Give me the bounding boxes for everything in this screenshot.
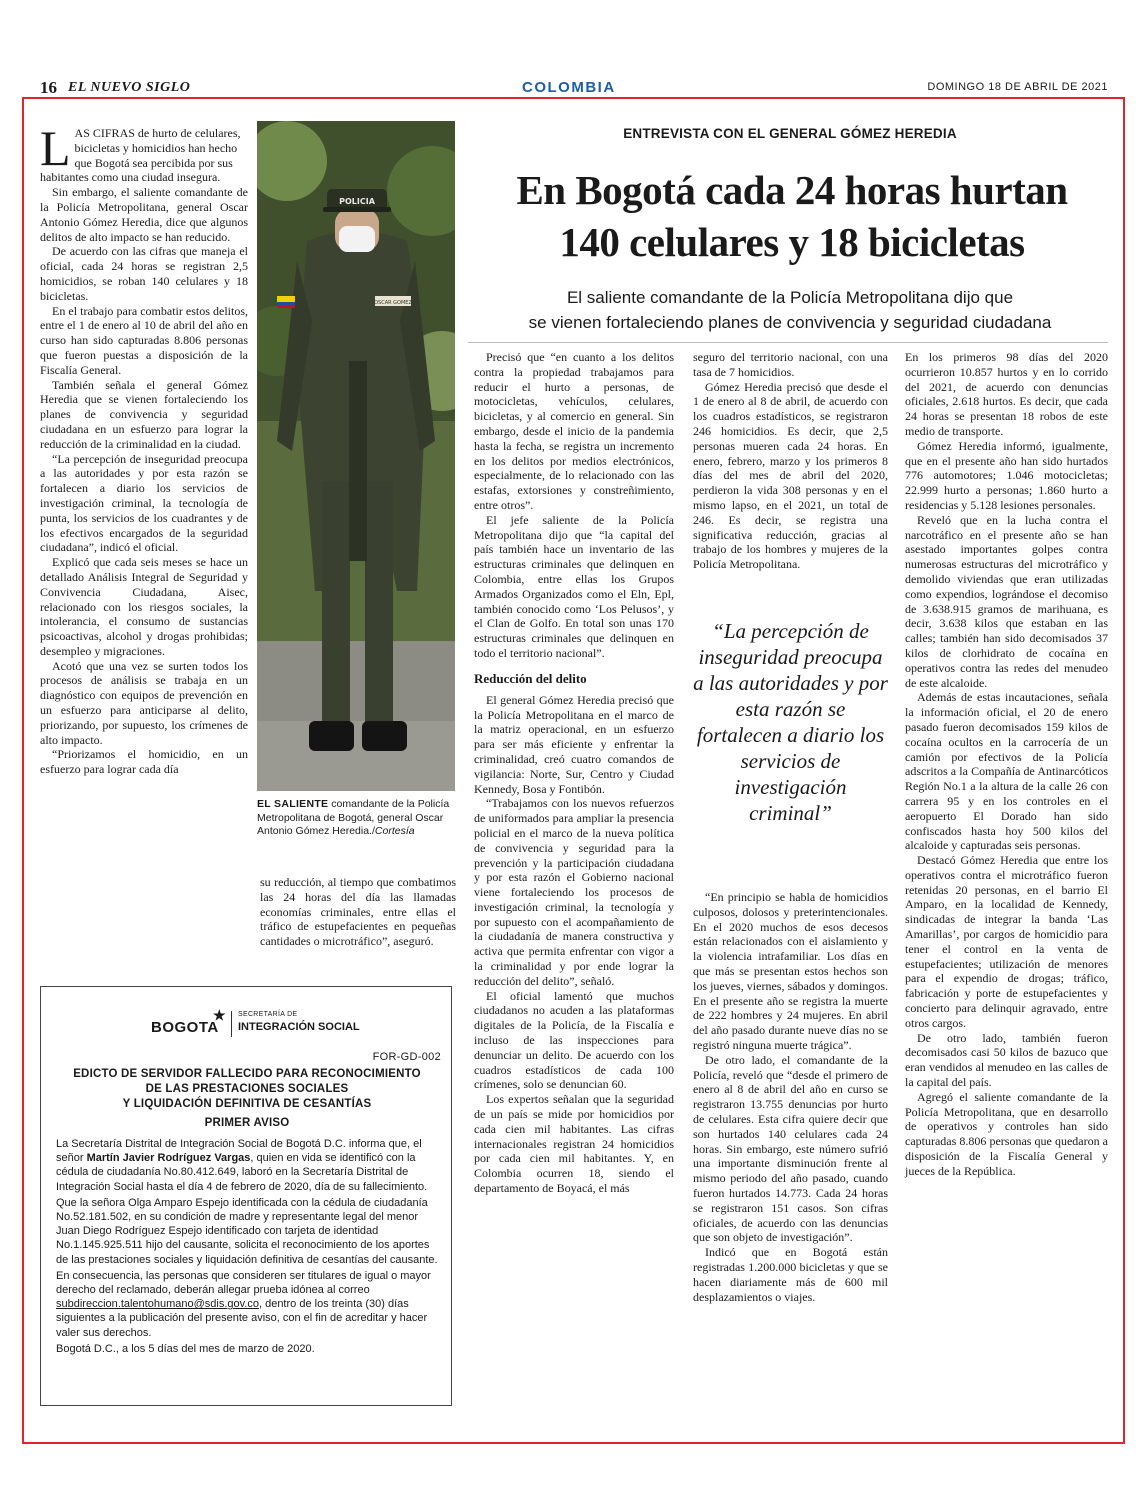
article-column-1-continued [260,875,456,949]
legal-notice [40,986,452,1406]
paragraph: Explicó que cada seis meses se hace un detallado Análisis Integral de Seguridad y Convivencia Ciudadana, Aisec, relacionado con los riesgos sociales, la intolerancia, el consumo de sustancias psicoactivas, alcohol y drogas prohibidas; desempleo y migraciones. [40,555,248,658]
headline-line-2: 140 celulares y 18 bicicletas [559,219,1025,265]
logo-city: BOGOTA [151,1019,219,1036]
photo-caption [257,798,455,839]
cap-lettering: POLICIA [339,197,375,206]
paragraph: “Priorizamos el homicidio, en un esfuerzo para lograr cada día [40,747,248,777]
paragraph: Acotó que una vez se surten todos los procesos de análisis se trabaja en un diagnóstico con equipos de prevención en un esfuerzo para anticiparse al delito, priorizando, por supuesto, los crímenes de alto impacto. [40,658,248,747]
paragraph: Precisó que “en cuanto a los delitos contra la propiedad trabajamos para reducir el hurto a personas, de motocicletas, vehículos, celulares, bicicletas, y al comercio en general. Sin embargo, desde el inicio de la pandemia hasta la fecha, se registra un incremento en los delitos por medios electrónicos, especialmente, de lo relacionado con las estafas, extorsiones y constreñimiento, entre otros”. [474,350,674,512]
text: , quien en vida se identificó con la cédula de ciudadanía No.80.412.649, laboró en la Secretaría Distrital de Integración Social hasta el día 4 de febrero de 2020, día de su fallecimiento. [56,1152,428,1193]
paragraph: Gómez Heredia precisó que desde el 1 de enero al 8 de abril, de acuerdo con los cuadros estadísticos, se registraron 246 homicidios. Es decir, que 2,5 personas mueren cada 24 horas. En enero, febrero, marzo y los primeros 8 días del mes de abril del 2020, perdieron la vida 308 personas y en el mismo lapso, en el 2021, un total de 246. Es decir, se registra una significativa reducción, gracias al trabajo de los hombres y mujeres de la Policía Metropolitana. [693,379,888,572]
paragraph: El oficial lamentó que muchos ciudadanos no acuden a las plataformas digitales de la Policía, de la Fiscalía e incluso de las inspecciones para denunciar un delito. De acuerdo con los cuadros estadísticos de cada 100 crímenes, solo se denuncian 60. [474,988,674,1092]
paragraph: Sin embargo, el saliente comandante de la Policía Metropolitana, general Oscar Antonio Gómez Heredia, dice que algunos delitos de alto impacto se han reducido. [40,185,248,244]
headline [462,164,1122,268]
name-badge: OSCAR GOMEZ [374,300,412,306]
article-column-3-continued [693,890,888,1304]
notice-paragraph: Bogotá D.C., a los 5 días del mes de marzo de 2020. [56,1342,315,1355]
paragraph: Gómez Heredia informó, igualmente, que en el presente año han sido hurtados 776 automotores; 1.046 motocicletas; 22.999 hurto a personas; 1.860 hurto a residencias y 5.128 lesiones personales. [905,438,1108,512]
paragraph: En el trabajo para combatir estos delitos, entre el 1 de enero al 10 de abril del año en curso han sido capturadas 8.806 personas que fueron puestas a disposición de la Fiscalía General. [40,303,248,377]
paragraph: De acuerdo con las cifras que maneja el oficial, cada 24 horas se registran 2,5 homicidios, se roban 140 celulares y 18 bicicletas. [40,244,248,303]
issue-date: DOMINGO 18 DE ABRIL DE 2021 [927,81,1108,93]
article-column-1 [40,120,248,777]
paragraph: El general Gómez Heredia precisó que la Policía Metropolitana en el marco de la matriz operacional, en un esfuerzo para ser más eficiente y enfrentar la criminalidad, creó cuatro comandos de vigilancia: Norte, Sur, Centro y Ciudad Kennedy, Bosa y Fontibón. [474,692,674,796]
logo-secretaria: SECRETARÍA DE [238,1011,298,1018]
drop-cap: L [40,120,71,176]
notice-paragraph [56,1137,438,1194]
paragraph: Reveló que en la lucha contra el narcotráfico en el presente año se han asestado importantes golpes contra numerosas estructuras del microtráfico y demolido viviendas que eran utilizadas como expendios, lográndose el decomiso de 3.638.915 gramos de marihuana, es decir, 3.638 kilos que estaban en las calles; también han sido decomisados 37 kilos de clorhidrato de cocaína en operativos contra las redes del menudeo de este alcaloide. [905,512,1108,690]
caption-text: comandante de la Policía Metropolitana de Bogotá, general Oscar Antonio Gómez Heredia./ [257,798,450,837]
paragraph: De otro lado, el comandante de la Policía, reveló que “desde el primero de enero al 8 de abril del año en curso se registraron 13.755 denuncias por hurto de celulares. Esta cifra quiere decir que son hurtados 140 celulares cada 24 horas. Sin embargo, este número sufrió una importante disminución frente al mismo periodo del año pasado, cuando fueron hurtados 14.773. Cada 24 horas se registraron 151 casos. Son cifras oficiales, de acuerdo con las denuncias que son objeto de investigación”. [693,1052,888,1245]
paragraph: Indicó que en Bogotá están registradas 1.200.000 bicicletas y que se hacen diariamente más de 600 mil desplazamientos o viajes. [693,1245,888,1304]
paragraph: En los primeros 98 días del 2020 ocurrieron 10.857 hurtos y en lo corrido del 2021, de acuerdo con denuncias oficiales, 2.618 hurtos. Es decir, que cada 24 horas se presentan 18 robos de este medio de transporte. [905,350,1108,438]
form-code: FOR-GD-002 [372,1051,441,1063]
pull-quote: “La percepción de inseguridad preocupa a las autoridades y por esta razón se fortalecen a diario los servicios de investigación criminal” [693,619,888,825]
notice-paragraph [56,1269,438,1340]
deceased-name: Martín Javier Rodríguez Vargas [86,1152,251,1165]
officer-illustration [257,121,455,791]
paragraph: También señala el general Gómez Heredia que se vienen fortaleciendo los planes de convivencia y seguridad ciudadana en un esfuerzo para lograr la reducción de la criminalidad en la ciudad. [40,377,248,451]
bogota-logo [151,1007,371,1047]
email-link[interactable]: subdireccion.talentohumano@sdis.gov.co [56,1298,259,1311]
subhead-line-2: se vienen fortaleciendo planes de convivencia y seguridad ciudadana [528,313,1052,332]
paragraph: Destacó Gómez Heredia que entre los operativos contra el microtráfico fueron retenidas 20 personas, en el barrio El Amparo, en la localidad de Kennedy, sindicadas de integrar la banda ‘Las Amarillas’, por cargos de homicidio para tener el control en la venta de estupefacientes; utilización de menores para el expendio de drogas; tráfico, fabricación y porte de estupefacientes y concierto para delinquir agravado, entre otros cargos. [905,853,1108,1030]
notice-title [61,1067,433,1112]
paragraph: “En principio se habla de homicidios culposos, dolosos y preterintencionales. En el 2020 muchos de esos decesos están relacionados con el aislamiento y la violencia intrafamiliar. Los días en que más se presentan estos hechos son los jueves, viernes, sábados y domingos. En el presente año se registra la muerte de 222 hombres y 24 mujeres. En abril del año pasado durante nueve días no se registró ninguna muerte trágica”. [693,890,888,1052]
divider [468,342,1108,343]
notice-paragraph: Que la señora Olga Amparo Espejo identificada con la cédula de ciudadanía No.52.181.502, en su condición de madre y representante legal del menor Juan Diego Rodríguez Espejo identificado con tarjeta de identidad No.1.145.925.511 hijo del causante, solicita el reconocimiento de los aportes de las prestaciones sociales y liquidación definitiva de cesantías del causante. [56,1196,438,1266]
paragraph: AS CIFRAS de hurto de celulares, bicicletas y homicidios han hecho que Bogotá sea percibida por sus habitantes como una ciudad insegura. [40,126,241,185]
article-column-2 [474,350,674,1196]
section-title: COLOMBIA [522,79,616,96]
officer-photo [257,121,455,791]
notice-subtitle: PRIMER AVISO [204,1117,290,1129]
subheadline [470,285,1110,335]
text: La Secretaría Distrital de Integración Social de Bogotá D.C. informa que, el señor [56,1138,422,1165]
paragraph: De otro lado, también fueron decomisados casi 50 kilos de bazuco que eran vendidos al menudeo en las calles de la capital del país. [905,1030,1108,1090]
caption-credit: Cortesía [374,825,415,837]
kicker: ENTREVISTA CON EL GENERAL GÓMEZ HEREDIA [623,126,957,141]
article-column-4 [905,350,1108,1179]
notice-title-line: Y LIQUIDACIÓN DEFINITIVA DE CESANTÍAS [122,1098,372,1110]
text: En consecuencia, las personas que consideren ser titulares de igual o mayor derecho del reclamado, deberán allegar prueba idónea al correo [56,1269,431,1297]
paragraph: Los expertos señalan que la seguridad de un país se mide por homicidios por cada cien mil habitantes. Las cifras internacionales registran 24 homicidios por cada cien mil habitantes. Y, en Colombia ocurren 18, siendo el departamento de Boyacá, el más [474,1092,674,1196]
paragraph: su reducción, al tiempo que combatimos las 24 horas del día las llamadas economías criminales, entre ellas el tráfico de estupefacientes en pequeñas cantidades o microtráfico”, aseguró. [260,875,456,949]
notice-title-line: DE LAS PRESTACIONES SOCIALES [145,1083,349,1095]
text: , dentro de los treinta (30) días siguientes a la publicación del presente aviso, con el fin de acreditar y hacer valer sus derechos. [56,1298,428,1339]
paragraph: Además de estas incautaciones, señala la información oficial, el 20 de enero pasado fueron decomisados 159 kilos de cocaína ocultos en la carrocería de un camión por efectivos de la Policía adscritos a la Compañía de Antinarcóticos Región No.1 a la altura de la calle 26 con carrera 95 y en los controles en el aeropuerto El Dorado han sido confiscados hasta hoy 500 kilos del alcaloide y capturadas seis personas. [905,690,1108,853]
section-subtitle: Reducción del delito [474,670,587,686]
paragraph: “Trabajamos con los nuevos refuerzos de uniformados para ampliar la presencia policial en el marco de la nueva política de convivencia y seguridad para la prevención y la participación ciudadana y por esta razón el Gobierno nacional viene fortaleciendo los procesos de investigación criminal, la tecnología y por supuesto con el acompañamiento de la ciudadanía de manera constructiva y activa que permita enfrentar con vigor a la criminalidad y por ende lograr la reducción del delito”, señaló. [474,796,674,988]
page-number: 16 [40,78,57,97]
subhead-line-1: El saliente comandante de la Policía Metropolitana dijo que [566,288,1014,307]
caption-lead: EL SALIENTE [257,798,329,810]
logo-divider [231,1011,232,1037]
notice-title-line: EDICTO DE SERVIDOR FALLECIDO PARA RECONOCIMIENTO [73,1068,421,1080]
headline-line-1: En Bogotá cada 24 horas hurtan [516,167,1068,213]
paragraph: El jefe saliente de la Policía Metropolitana dijo que “la capital del país también hace un inventario de las estructuras criminales que delinquen en Colombia, entre ellas los Grupos Armados Organizados como el Eln, Epl, también conocido como ‘Los Pelusos’, y el Clan de Golfo. En total son unas 170 estructuras criminales que delinquen en todo el territorio nacional”. [474,512,674,660]
paragraph: seguro del territorio nacional, con una tasa de 7 homicidios. [693,350,888,379]
notice-body [56,1137,438,1358]
newspaper-name: EL NUEVO SIGLO [68,80,191,95]
article-column-3 [693,350,888,572]
star-icon: ★ [213,1007,226,1023]
paragraph: Agregó el saliente comandante de la Policía Metropolitana, que en desarrollo de operativos y controles han sido capturadas 8.806 personas que quedaron a disposición de la Fiscalía General y jueces de la República. [905,1089,1108,1178]
logo-department: INTEGRACIÓN SOCIAL [238,1021,360,1033]
paragraph: “La percepción de inseguridad preocupa a las autoridades y por esta razón se fortalecen a diario los servicios de investigación criminal, la tecnología de punta, los servicios de los cuadrantes y de los efectivos encargados de la seguridad ciudadana”, indicó el oficial. [40,451,248,555]
